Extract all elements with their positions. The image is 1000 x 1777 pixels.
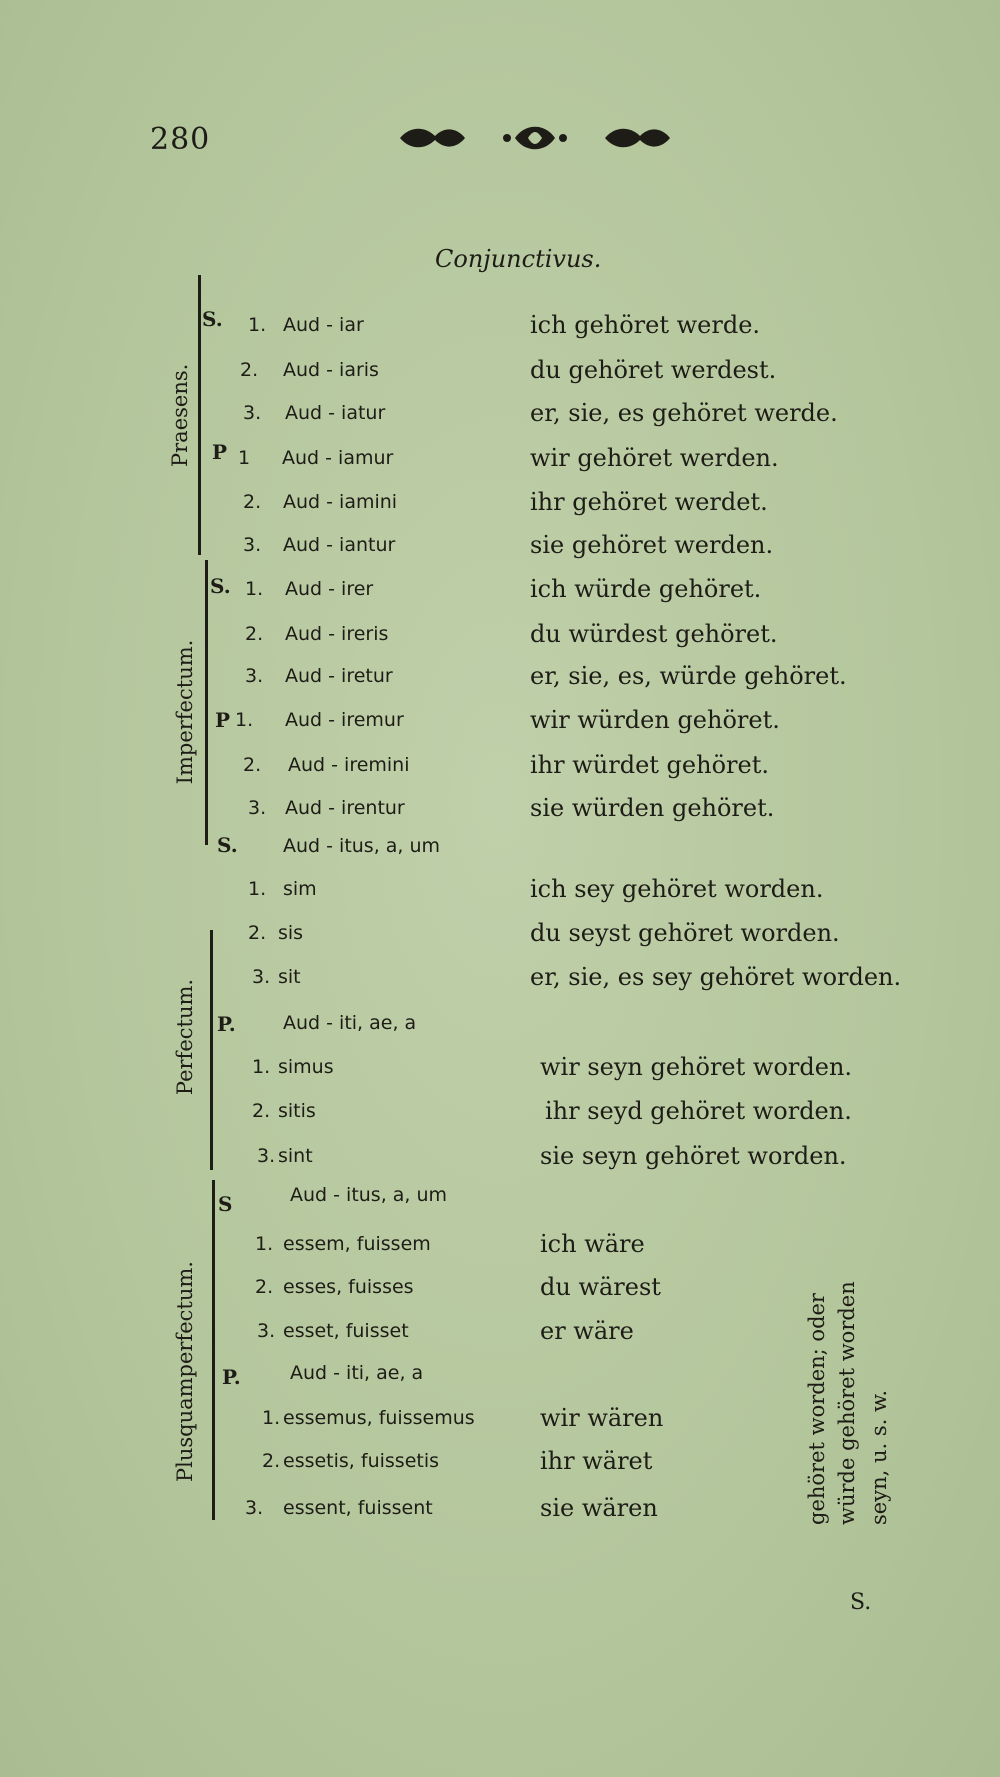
person-number: 3.	[243, 534, 262, 556]
table-row	[0, 1175, 1000, 1215]
person-number: 2.	[252, 1100, 271, 1122]
german-translation: du würdest gehöret.	[530, 620, 778, 648]
table-row	[0, 1136, 1000, 1176]
person-number: 3.	[248, 797, 267, 819]
german-translation: ihr gehöret werdet.	[530, 488, 768, 516]
german-translation: sie seyn gehöret worden.	[540, 1142, 847, 1170]
latin-form: Aud - iremini	[288, 754, 410, 776]
latin-form: Aud - irer	[285, 578, 374, 600]
german-translation: ihr würdet gehöret.	[530, 751, 769, 779]
german-translation: ich wäre	[540, 1230, 645, 1258]
person-number: 1	[238, 447, 251, 469]
side-note-line: gehöret worden; oder	[805, 1293, 829, 1525]
german-translation: er, sie, es, würde gehöret.	[530, 662, 847, 690]
table-row	[0, 957, 1000, 997]
table-row	[0, 614, 1000, 654]
german-translation: wir gehöret werden.	[530, 444, 779, 472]
person-number: 2.	[243, 491, 262, 513]
table-row	[0, 438, 1000, 478]
latin-form: Aud - iaris	[283, 359, 379, 381]
latin-form: Aud - iremur	[285, 709, 404, 731]
latin-form: essetis, fuissetis	[283, 1450, 440, 1472]
latin-form: Aud - iamini	[283, 491, 398, 513]
person-number: 2.	[255, 1276, 274, 1298]
table-row	[0, 525, 1000, 565]
table-row	[0, 788, 1000, 828]
latin-form: Aud - irentur	[285, 797, 405, 819]
mood-heading: Conjunctivus.	[435, 245, 602, 273]
german-translation: sie wären	[540, 1494, 658, 1522]
german-translation: ihr wäret	[540, 1447, 653, 1475]
german-translation: er wäre	[540, 1317, 634, 1345]
table-row	[0, 826, 1000, 866]
number-marker-singular: S.	[202, 307, 223, 331]
number-marker-plural: P	[212, 440, 228, 464]
person-number: 1.	[245, 578, 264, 600]
tense-label-perfectum: Perfectum.	[173, 978, 197, 1096]
latin-form: Aud - iretur	[285, 665, 393, 687]
number-marker-plural: P.	[222, 1365, 241, 1389]
person-number: 1.	[248, 878, 267, 900]
latin-form: Aud - iamur	[282, 447, 394, 469]
side-note-line: seyn, u. s. w.	[867, 1389, 891, 1525]
german-translation: wir wären	[540, 1404, 664, 1432]
person-number: 2.	[243, 754, 262, 776]
german-translation: sie gehöret werden.	[530, 531, 774, 559]
table-row	[0, 913, 1000, 953]
latin-form: essemus, fuissemus	[283, 1407, 475, 1429]
table-row	[0, 482, 1000, 522]
latin-form: Aud - iti, ae, a	[290, 1362, 424, 1384]
number-marker-singular: S.	[217, 833, 238, 857]
person-number: 1.	[252, 1056, 271, 1078]
side-note-line: würde gehöret worden	[835, 1281, 859, 1525]
number-marker-plural: P.	[217, 1012, 236, 1036]
tense-label-imperfectum: Imperfectum.	[173, 639, 197, 785]
person-number: 3.	[245, 665, 264, 687]
person-number: 3.	[252, 966, 271, 988]
latin-form: Aud - ireris	[285, 623, 389, 645]
person-number: 3.	[257, 1320, 276, 1342]
table-row	[0, 350, 1000, 390]
german-translation: sie würden gehöret.	[530, 794, 775, 822]
table-row	[0, 745, 1000, 785]
latin-form: Aud - iantur	[283, 534, 396, 556]
german-translation: du wärest	[540, 1273, 661, 1301]
person-number: 3.	[243, 402, 262, 424]
page-number: 280	[150, 122, 211, 157]
number-marker-plural: P	[215, 708, 231, 732]
person-number: 1.	[248, 314, 267, 336]
latin-form: sis	[278, 922, 304, 944]
latin-form: Aud - itus, a, um	[290, 1184, 448, 1206]
table-row	[0, 700, 1000, 740]
person-number: 2.	[262, 1450, 281, 1472]
tense-label-plusquamperfectum: Plusquamperfectum.	[173, 1261, 197, 1482]
table-row	[0, 1003, 1000, 1043]
person-number: 3.	[245, 1497, 264, 1519]
german-translation: ich gehöret werde.	[530, 311, 761, 339]
number-marker-singular: S.	[210, 574, 231, 598]
latin-form: Aud - itus, a, um	[283, 835, 441, 857]
german-translation: wir seyn gehöret worden.	[540, 1053, 853, 1081]
german-translation: du seyst gehöret worden.	[530, 919, 840, 947]
person-number: 1.	[255, 1233, 274, 1255]
latin-form: sit	[278, 966, 301, 988]
table-row	[0, 1047, 1000, 1087]
latin-form: Aud - iar	[283, 314, 364, 336]
latin-form: Aud - iatur	[285, 402, 386, 424]
german-translation: ich würde gehöret.	[530, 575, 762, 603]
table-row	[0, 1224, 1000, 1264]
person-number: 2.	[248, 922, 267, 944]
person-number: 1.	[262, 1407, 281, 1429]
person-number: 2.	[245, 623, 264, 645]
person-number: 2.	[240, 359, 259, 381]
table-row	[0, 569, 1000, 609]
german-translation: er, sie, es gehöret werde.	[530, 399, 838, 427]
table-row	[0, 656, 1000, 696]
german-translation: du gehöret werdest.	[530, 356, 777, 384]
number-marker-singular: S	[218, 1192, 233, 1216]
german-translation: ich sey gehöret worden.	[530, 875, 824, 903]
latin-form: esses, fuisses	[283, 1276, 414, 1298]
latin-form: sim	[283, 878, 317, 900]
table-row	[0, 869, 1000, 909]
tense-label-praesens: Praesens.	[168, 363, 192, 467]
latin-form: essem, fuissem	[283, 1233, 431, 1255]
catchword: S.	[850, 1590, 872, 1615]
latin-form: sitis	[278, 1100, 316, 1122]
person-number: 1.	[235, 709, 254, 731]
latin-form: Aud - iti, ae, a	[283, 1012, 417, 1034]
latin-form: esset, fuisset	[283, 1320, 409, 1342]
german-translation: er, sie, es sey gehöret worden.	[530, 963, 902, 991]
ornament-icon	[395, 118, 685, 158]
table-row	[0, 305, 1000, 345]
latin-form: essent, fuissent	[283, 1497, 433, 1519]
table-row	[0, 1091, 1000, 1131]
table-row	[0, 393, 1000, 433]
german-translation: wir würden gehöret.	[530, 706, 780, 734]
latin-form: simus	[278, 1056, 334, 1078]
latin-form: sint	[278, 1145, 313, 1167]
german-translation: ihr seyd gehöret worden.	[545, 1097, 852, 1125]
person-number: 3.	[257, 1145, 276, 1167]
